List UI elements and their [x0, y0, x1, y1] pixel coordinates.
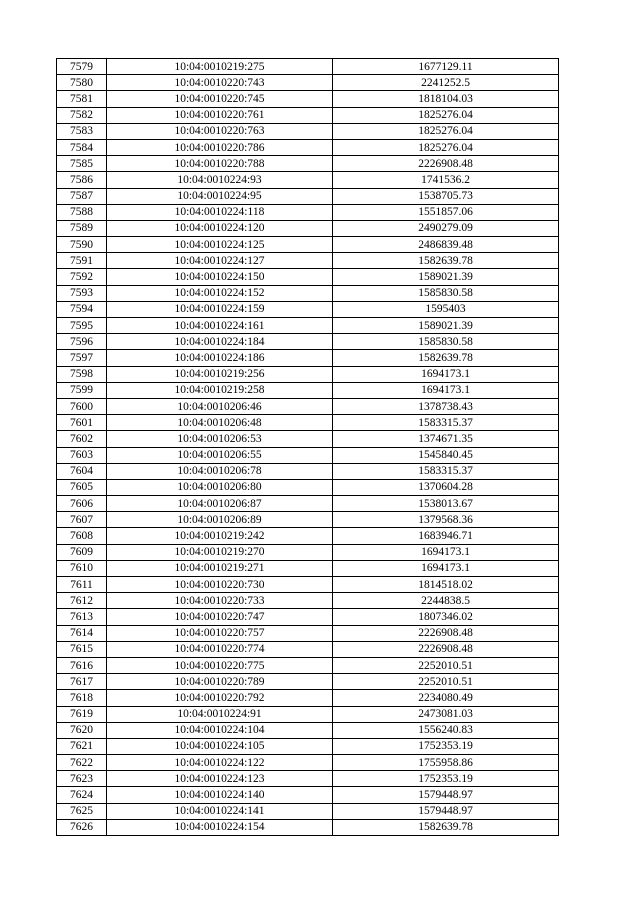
row-number-cell: 7616: [57, 657, 107, 673]
value-cell: 1374671.35: [333, 431, 559, 447]
value-cell: 1825276.04: [333, 139, 559, 155]
cadastral-number-cell: 10:04:0010224:91: [107, 706, 333, 722]
table-row: [57, 722, 559, 738]
cadastral-number-cell: 10:04:0010220:743: [107, 75, 333, 91]
table-row: [57, 479, 559, 495]
cadastral-number-cell: 10:04:0010220:763: [107, 123, 333, 139]
row-number-cell: 7626: [57, 819, 107, 835]
row-number-cell: 7622: [57, 755, 107, 771]
value-cell: 1538705.73: [333, 188, 559, 204]
table-row: [57, 609, 559, 625]
row-number-cell: 7596: [57, 334, 107, 350]
row-number-cell: 7583: [57, 123, 107, 139]
table-row: [57, 755, 559, 771]
cadastral-number-cell: 10:04:0010224:120: [107, 220, 333, 236]
table-row: [57, 657, 559, 673]
cadastral-number-cell: 10:04:0010224:123: [107, 771, 333, 787]
table-row: [57, 771, 559, 787]
table-row: [57, 528, 559, 544]
value-cell: 1677129.11: [333, 59, 559, 75]
table-row: [57, 382, 559, 398]
row-number-cell: 7600: [57, 398, 107, 414]
row-number-cell: 7593: [57, 285, 107, 301]
row-number-cell: 7589: [57, 220, 107, 236]
table-row: [57, 59, 559, 75]
value-cell: 1589021.39: [333, 269, 559, 285]
value-cell: 2226908.48: [333, 641, 559, 657]
table-row: [57, 220, 559, 236]
cadastral-number-cell: 10:04:0010224:140: [107, 787, 333, 803]
row-number-cell: 7580: [57, 75, 107, 91]
table-row: [57, 188, 559, 204]
table-row: [57, 560, 559, 576]
value-cell: 1545840.45: [333, 447, 559, 463]
value-cell: 2252010.51: [333, 657, 559, 673]
cadastral-number-cell: 10:04:0010220:757: [107, 625, 333, 641]
cadastral-number-cell: 10:04:0010224:141: [107, 803, 333, 819]
value-cell: 1807346.02: [333, 609, 559, 625]
value-cell: 2486839.48: [333, 237, 559, 253]
row-number-cell: 7585: [57, 156, 107, 172]
value-cell: 2226908.48: [333, 625, 559, 641]
value-cell: 1551857.06: [333, 204, 559, 220]
table-row: [57, 674, 559, 690]
table-row: [57, 544, 559, 560]
value-cell: 1582639.78: [333, 253, 559, 269]
value-cell: 2244838.5: [333, 593, 559, 609]
row-number-cell: 7602: [57, 431, 107, 447]
table-row: [57, 334, 559, 350]
value-cell: 1538013.67: [333, 496, 559, 512]
cadastral-number-cell: 10:04:0010206:78: [107, 463, 333, 479]
table-row: [57, 269, 559, 285]
table-row: [57, 398, 559, 414]
value-cell: 1814518.02: [333, 577, 559, 593]
table-row: [57, 641, 559, 657]
value-cell: 1741536.2: [333, 172, 559, 188]
value-cell: 1694173.1: [333, 560, 559, 576]
row-number-cell: 7614: [57, 625, 107, 641]
value-cell: 2241252.5: [333, 75, 559, 91]
row-number-cell: 7621: [57, 738, 107, 754]
value-cell: 1378738.43: [333, 398, 559, 414]
row-number-cell: 7608: [57, 528, 107, 544]
value-cell: 2490279.09: [333, 220, 559, 236]
cadastral-number-cell: 10:04:0010206:87: [107, 496, 333, 512]
table-row: [57, 253, 559, 269]
table-row: [57, 156, 559, 172]
table-row: [57, 123, 559, 139]
table-row: [57, 91, 559, 107]
table-body: [57, 59, 559, 836]
table-row: [57, 139, 559, 155]
row-number-cell: 7582: [57, 107, 107, 123]
row-number-cell: 7612: [57, 593, 107, 609]
value-cell: 1755958.86: [333, 755, 559, 771]
cadastral-number-cell: 10:04:0010206:89: [107, 512, 333, 528]
table-row: [57, 107, 559, 123]
cadastral-number-cell: 10:04:0010206:80: [107, 479, 333, 495]
cadastral-number-cell: 10:04:0010224:118: [107, 204, 333, 220]
value-cell: 1825276.04: [333, 123, 559, 139]
cadastral-number-cell: 10:04:0010206:53: [107, 431, 333, 447]
row-number-cell: 7604: [57, 463, 107, 479]
cadastral-number-cell: 10:04:0010220:774: [107, 641, 333, 657]
table-row: [57, 706, 559, 722]
table-row: [57, 577, 559, 593]
cadastral-number-cell: 10:04:0010224:105: [107, 738, 333, 754]
cadastral-number-cell: 10:04:0010220:761: [107, 107, 333, 123]
cadastral-number-cell: 10:04:0010220:730: [107, 577, 333, 593]
table-row: [57, 463, 559, 479]
row-number-cell: 7586: [57, 172, 107, 188]
table-row: [57, 512, 559, 528]
table-row: [57, 787, 559, 803]
row-number-cell: 7584: [57, 139, 107, 155]
row-number-cell: 7613: [57, 609, 107, 625]
cadastral-number-cell: 10:04:0010224:186: [107, 350, 333, 366]
row-number-cell: 7609: [57, 544, 107, 560]
cadastral-number-cell: 10:04:0010224:95: [107, 188, 333, 204]
cadastral-number-cell: 10:04:0010224:154: [107, 819, 333, 835]
row-number-cell: 7601: [57, 415, 107, 431]
row-number-cell: 7579: [57, 59, 107, 75]
value-cell: 1370604.28: [333, 479, 559, 495]
cadastral-number-cell: 10:04:0010220:747: [107, 609, 333, 625]
row-number-cell: 7615: [57, 641, 107, 657]
cadastral-number-cell: 10:04:0010219:271: [107, 560, 333, 576]
row-number-cell: 7598: [57, 366, 107, 382]
value-cell: 1582639.78: [333, 350, 559, 366]
row-number-cell: 7581: [57, 91, 107, 107]
cadastral-number-cell: 10:04:0010219:242: [107, 528, 333, 544]
cadastral-number-cell: 10:04:0010220:745: [107, 91, 333, 107]
row-number-cell: 7595: [57, 318, 107, 334]
value-cell: 1825276.04: [333, 107, 559, 123]
row-number-cell: 7594: [57, 301, 107, 317]
cadastral-number-cell: 10:04:0010224:150: [107, 269, 333, 285]
row-number-cell: 7599: [57, 382, 107, 398]
row-number-cell: 7610: [57, 560, 107, 576]
value-cell: 1582639.78: [333, 819, 559, 835]
table-row: [57, 803, 559, 819]
cadastral-number-cell: 10:04:0010224:127: [107, 253, 333, 269]
cadastral-number-cell: 10:04:0010220:792: [107, 690, 333, 706]
row-number-cell: 7591: [57, 253, 107, 269]
cadastral-number-cell: 10:04:0010220:789: [107, 674, 333, 690]
cadastral-number-cell: 10:04:0010224:184: [107, 334, 333, 350]
value-cell: 1585830.58: [333, 285, 559, 301]
cadastral-number-cell: 10:04:0010206:46: [107, 398, 333, 414]
row-number-cell: 7623: [57, 771, 107, 787]
value-cell: 1589021.39: [333, 318, 559, 334]
table-row: [57, 431, 559, 447]
data-table: [56, 58, 559, 836]
value-cell: 1694173.1: [333, 366, 559, 382]
value-cell: 1818104.03: [333, 91, 559, 107]
value-cell: 1683946.71: [333, 528, 559, 544]
cadastral-number-cell: 10:04:0010220:786: [107, 139, 333, 155]
table-row: [57, 415, 559, 431]
cadastral-number-cell: 10:04:0010220:733: [107, 593, 333, 609]
value-cell: 1556240.83: [333, 722, 559, 738]
cadastral-number-cell: 10:04:0010224:152: [107, 285, 333, 301]
value-cell: 1579448.97: [333, 803, 559, 819]
cadastral-number-cell: 10:04:0010224:161: [107, 318, 333, 334]
table-row: [57, 738, 559, 754]
row-number-cell: 7618: [57, 690, 107, 706]
value-cell: 1752353.19: [333, 771, 559, 787]
row-number-cell: 7624: [57, 787, 107, 803]
table-row: [57, 366, 559, 382]
row-number-cell: 7588: [57, 204, 107, 220]
cadastral-number-cell: 10:04:0010219:256: [107, 366, 333, 382]
value-cell: 2226908.48: [333, 156, 559, 172]
row-number-cell: 7590: [57, 237, 107, 253]
cadastral-number-cell: 10:04:0010224:93: [107, 172, 333, 188]
value-cell: 1585830.58: [333, 334, 559, 350]
value-cell: 1752353.19: [333, 738, 559, 754]
row-number-cell: 7597: [57, 350, 107, 366]
table-row: [57, 690, 559, 706]
row-number-cell: 7592: [57, 269, 107, 285]
row-number-cell: 7603: [57, 447, 107, 463]
row-number-cell: 7587: [57, 188, 107, 204]
cadastral-number-cell: 10:04:0010220:775: [107, 657, 333, 673]
row-number-cell: 7611: [57, 577, 107, 593]
value-cell: 1583315.37: [333, 463, 559, 479]
value-cell: 1595403: [333, 301, 559, 317]
cadastral-number-cell: 10:04:0010219:258: [107, 382, 333, 398]
row-number-cell: 7617: [57, 674, 107, 690]
table-row: [57, 204, 559, 220]
table-row: [57, 172, 559, 188]
cadastral-number-cell: 10:04:0010219:270: [107, 544, 333, 560]
table-row: [57, 75, 559, 91]
row-number-cell: 7605: [57, 479, 107, 495]
cadastral-number-cell: 10:04:0010224:125: [107, 237, 333, 253]
cadastral-number-cell: 10:04:0010224:122: [107, 755, 333, 771]
table-row: [57, 350, 559, 366]
cadastral-number-cell: 10:04:0010219:275: [107, 59, 333, 75]
value-cell: 2473081.03: [333, 706, 559, 722]
table-row: [57, 819, 559, 835]
cadastral-number-cell: 10:04:0010220:788: [107, 156, 333, 172]
row-number-cell: 7625: [57, 803, 107, 819]
value-cell: 1379568.36: [333, 512, 559, 528]
value-cell: 2234080.49: [333, 690, 559, 706]
table-row: [57, 625, 559, 641]
row-number-cell: 7620: [57, 722, 107, 738]
cadastral-number-cell: 10:04:0010224:104: [107, 722, 333, 738]
value-cell: 1694173.1: [333, 382, 559, 398]
table-row: [57, 237, 559, 253]
table-row: [57, 318, 559, 334]
value-cell: 1583315.37: [333, 415, 559, 431]
cadastral-number-cell: 10:04:0010224:159: [107, 301, 333, 317]
value-cell: 2252010.51: [333, 674, 559, 690]
table-row: [57, 301, 559, 317]
value-cell: 1579448.97: [333, 787, 559, 803]
row-number-cell: 7606: [57, 496, 107, 512]
row-number-cell: 7607: [57, 512, 107, 528]
table-row: [57, 593, 559, 609]
value-cell: 1694173.1: [333, 544, 559, 560]
table-row: [57, 447, 559, 463]
cadastral-number-cell: 10:04:0010206:48: [107, 415, 333, 431]
table-row: [57, 285, 559, 301]
cadastral-number-cell: 10:04:0010206:55: [107, 447, 333, 463]
table-row: [57, 496, 559, 512]
row-number-cell: 7619: [57, 706, 107, 722]
